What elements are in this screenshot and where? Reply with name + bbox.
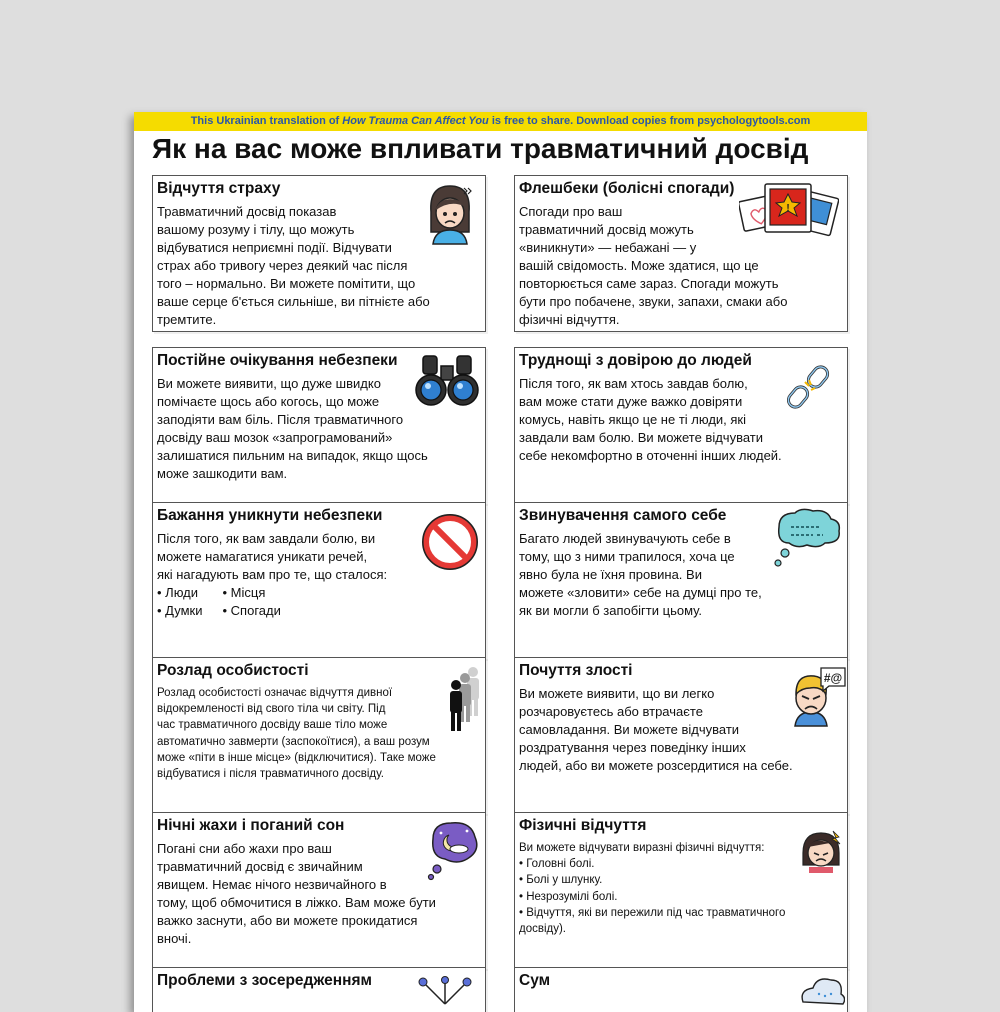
card-flashbacks: [514, 175, 848, 332]
card-heading: Нічні жахи і поганий сон: [157, 817, 345, 834]
list-item: • Спогади: [222, 603, 281, 618]
text-line: завдали вам болю. Ви можете відчувати: [519, 430, 763, 445]
text-line: ваше серце б'ється сильніше, ви пітнієте або: [157, 294, 430, 309]
text-line: залишатися пильним на випадок, якщо щось: [157, 448, 428, 463]
text-line: помічаєте щось або когось, що може: [157, 394, 380, 409]
flashback-photos-icon: [739, 180, 839, 244]
text-line: вашому розуму і тілу, що можуть: [157, 222, 355, 237]
banner-suffix: is free to share. Download copies from psychologytools.com: [488, 115, 811, 127]
svg-text:!: !: [786, 203, 790, 214]
binoculars-icon: [415, 352, 479, 410]
card-body: [157, 840, 436, 948]
card-self-blame: [514, 502, 848, 659]
text-line: самовладання. Ви можете відчувати: [519, 722, 740, 737]
text-line: Ви можете відчувати виразні фізичні відчуття:: [519, 842, 765, 854]
card-avoidance: [152, 502, 486, 659]
card-heading: Почуття злості: [519, 662, 633, 679]
text-line: тому, що з ними трапилося, хоча це: [519, 549, 735, 564]
text-line: заподіяти вам біль. Після травматичного: [157, 412, 404, 427]
rain-cloud-icon: [797, 974, 845, 1006]
network-icon: [415, 976, 475, 1006]
card-body: [519, 375, 782, 465]
banner-prefix: This Ukrainian translation of: [190, 115, 343, 127]
card-body: [519, 685, 793, 775]
text-line: тремтите.: [157, 312, 217, 327]
card-body: [157, 685, 436, 782]
text-line: комусь, навіть якщо це не ті люди, які: [519, 412, 747, 427]
text-line: відбуватися неприємні події. Відчувати: [157, 240, 392, 255]
text-line: Погані сни або жахи про ваш: [157, 841, 332, 856]
dissociation-figures-icon: [443, 664, 483, 734]
card-sadness: [514, 967, 848, 1012]
text-line: важко заснути, або ви можете прокидатися: [157, 913, 418, 928]
avoid-bullets-col1: [157, 584, 203, 620]
card-nightmares: [152, 812, 486, 969]
text-line: може «піти в інше місце» (відключитися). Таке може: [157, 751, 436, 764]
headache-girl-icon: [799, 827, 845, 873]
card-heading: Розлад особистості: [157, 662, 309, 679]
text-line: вам може стати дуже важко довіряти: [519, 394, 743, 409]
text-line: явно була не їхня провина. Ви: [519, 567, 702, 582]
text-line: може зашкодити вам.: [157, 466, 288, 481]
text-line: бути про побачене, звуки, запахи, смаки або: [519, 294, 788, 309]
text-line: можете намагатися уникати речей,: [157, 549, 368, 564]
card-heading: Проблеми з зосередженням: [157, 972, 373, 989]
text-line: вашій свідомость. Може здатися, що це: [519, 258, 759, 273]
card-dissociation: [152, 657, 486, 814]
text-line: травматичний досвід можуть: [519, 222, 694, 237]
angry-boy-icon: [787, 664, 847, 730]
text-line: • Незрозумілі болі.: [519, 890, 618, 903]
card-trust: [514, 347, 848, 504]
card-fear: [152, 175, 486, 332]
avoid-bullets-col2: [223, 584, 281, 620]
license-banner: [134, 112, 867, 131]
card-heading: Флешбеки (болісні спогади): [519, 180, 735, 197]
text-line: розчаровуєтесь або втрачаєте: [519, 704, 703, 719]
text-line: людей, або ви можете розсердитися на себе.: [519, 758, 793, 773]
text-line: травматичний досвід є звичайним: [157, 859, 363, 874]
card-heading: Труднощі з довірою до людей: [519, 352, 752, 369]
card-heading: Фізичні відчуття: [519, 817, 647, 834]
card-concentration: [152, 967, 486, 1012]
card-physical: [514, 812, 848, 969]
list-item: • Люди: [157, 585, 199, 600]
text-line: явищем. Немає нічого незвичайного в: [157, 877, 387, 892]
card-anger: [514, 657, 848, 814]
avoid-bullets: [157, 584, 387, 620]
text-line: досвіду ваш мозок «запрограмований»: [157, 430, 393, 445]
night-bubble-icon: [425, 819, 481, 881]
text-line: тому, щоб обмочитися в ліжко. Вам може бути: [157, 895, 436, 910]
text-line: досвіду).: [519, 923, 567, 936]
card-body: [157, 203, 430, 329]
text-line: страх або тривогу через деякий час після: [157, 258, 408, 273]
page-title: Як на вас може впливати травматичний досвід: [152, 133, 809, 164]
card-heading: Бажання уникнути небезпеки: [157, 507, 383, 524]
text-line: можете «зловити» себе на думці про те,: [519, 585, 762, 600]
text-line: «виникнути» — небажані — у: [519, 240, 697, 255]
card-heading: Звинувачення самого себе: [519, 507, 727, 524]
text-line: відокремленості від свого тіла чи світу. Під: [157, 703, 386, 716]
card-body: [519, 530, 762, 620]
text-line: відбуватися і після травматичного досвіду.: [157, 768, 384, 781]
svg-text:#@: #@: [823, 671, 843, 685]
text-line: Після того, як вам завдали болю, ви: [157, 531, 376, 546]
text-line: себе некомфортно в оточенні інших людей.: [519, 448, 782, 463]
text-line: Розлад особистості означає відчуття дивної: [157, 687, 393, 699]
worried-girl-icon: [425, 182, 475, 246]
card-heading: Сум: [519, 972, 551, 989]
text-line: автоматично завмерти (заспокоїтися), а ваш розум: [157, 735, 430, 748]
banner-italic-title: How Trauma Can Affect You: [342, 115, 489, 127]
text-line: які нагадують вам про те, що сталося:: [157, 567, 388, 582]
text-line: • Болі у шлунку.: [519, 874, 603, 887]
text-line: Спогади про ваш: [519, 204, 623, 219]
text-line: час травматичного досвіду ваше тіло може: [157, 719, 388, 732]
text-line: повторюється саме зараз. Спогади можуть: [519, 276, 779, 291]
text-line: фізичні відчуття.: [519, 312, 620, 327]
text-line: вночі.: [157, 931, 192, 946]
text-line: Багато людей звинувачують себе в: [519, 531, 731, 546]
text-line: • Відчуття, які ви пережили під час травматичного: [519, 906, 786, 919]
card-expecting-danger: [152, 347, 486, 504]
text-line: Ви можете виявити, що дуже швидко: [157, 376, 381, 391]
card-body: [157, 375, 428, 483]
card-heading: Відчуття страху: [157, 180, 281, 197]
broken-chain-icon: [787, 362, 831, 412]
text-line: Ви можете виявити, що ви легко: [519, 686, 715, 701]
text-line: Після того, як вам хтось завдав болю,: [519, 376, 748, 391]
worksheet-page: [134, 112, 867, 1012]
text-line: як ви могли б запобігти цьому.: [519, 603, 702, 618]
avoid-lines: [157, 530, 387, 584]
thought-bubble-icon: [769, 507, 843, 571]
card-body: [519, 840, 785, 937]
text-line: • Головні болі.: [519, 858, 595, 871]
card-heading: Постійне очікування небезпеки: [157, 352, 398, 369]
text-line: того – нормально. Ви можете помітити, що: [157, 276, 416, 291]
no-entry-sign-icon: [419, 511, 481, 573]
list-item: • Місця: [222, 585, 266, 600]
card-body: [157, 530, 387, 620]
list-item: • Думки: [157, 603, 203, 618]
text-line: Травматичний досвід показав: [157, 204, 337, 219]
text-line: роздратування через поведінку інших: [519, 740, 746, 755]
